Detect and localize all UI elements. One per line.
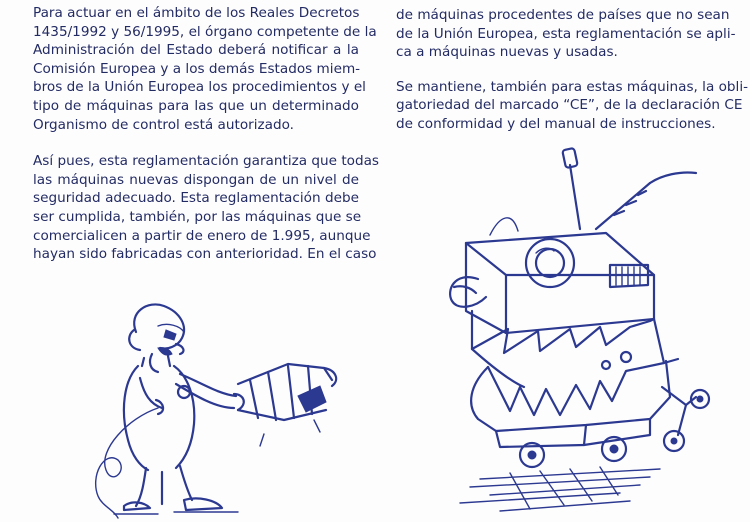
text-line: Organismo de control está autorizado. (33, 116, 294, 133)
text-line: hayan sido fabricadas con anterioridad. En el caso (33, 246, 377, 263)
text-line: las máquinas nuevas dispongan de un nivel de (33, 171, 359, 188)
right-paragraph-2 (396, 78, 749, 134)
text-line: de la Unión Europea, esta reglamentación se apli- (396, 25, 736, 42)
robot-machine-illustration (400, 135, 750, 522)
text-line: Administración del Estado deberá notificar a la (33, 42, 359, 59)
text-line: Así pues, esta reglamentación garantiza que todas (33, 153, 380, 170)
text-line: bros de la Unión Europea los procedimientos y el (33, 79, 366, 96)
worker-with-machine-part-illustration (88, 300, 388, 522)
left-text-column (33, 4, 380, 282)
left-paragraph-1 (33, 4, 377, 134)
text-line: comercialicen a partir de enero de 1.995, aunque (33, 227, 371, 244)
left-paragraph-2 (33, 152, 380, 264)
text-line: de máquinas procedentes de países que no sean (396, 7, 730, 23)
text-line: Se mantiene, también para estas máquinas, la obli- (396, 78, 749, 95)
text-line: ca a máquinas nuevas y usadas. (396, 44, 618, 61)
text-line: ser cumplida, también, por las máquinas que se (33, 208, 362, 225)
text-line: Comisión Europea y a los demás Estados miem- (33, 60, 361, 77)
right-paragraph-1 (396, 6, 736, 62)
text-line: gatoriedad del marcado “CE”, de la declaración CE (396, 97, 743, 114)
text-line: Para actuar en el ámbito de los Reales Decretos (33, 5, 360, 21)
text-line: tipo de máquinas para las que un determinado (33, 97, 359, 114)
text-line: de conformidad y del manual de instrucciones. (396, 115, 716, 132)
right-text-column (396, 6, 749, 150)
text-line: 1435/1992 y 56/1995, el órgano competente de la (33, 23, 377, 40)
text-line: seguridad adecuado. Esta reglamentación debe (33, 190, 359, 207)
